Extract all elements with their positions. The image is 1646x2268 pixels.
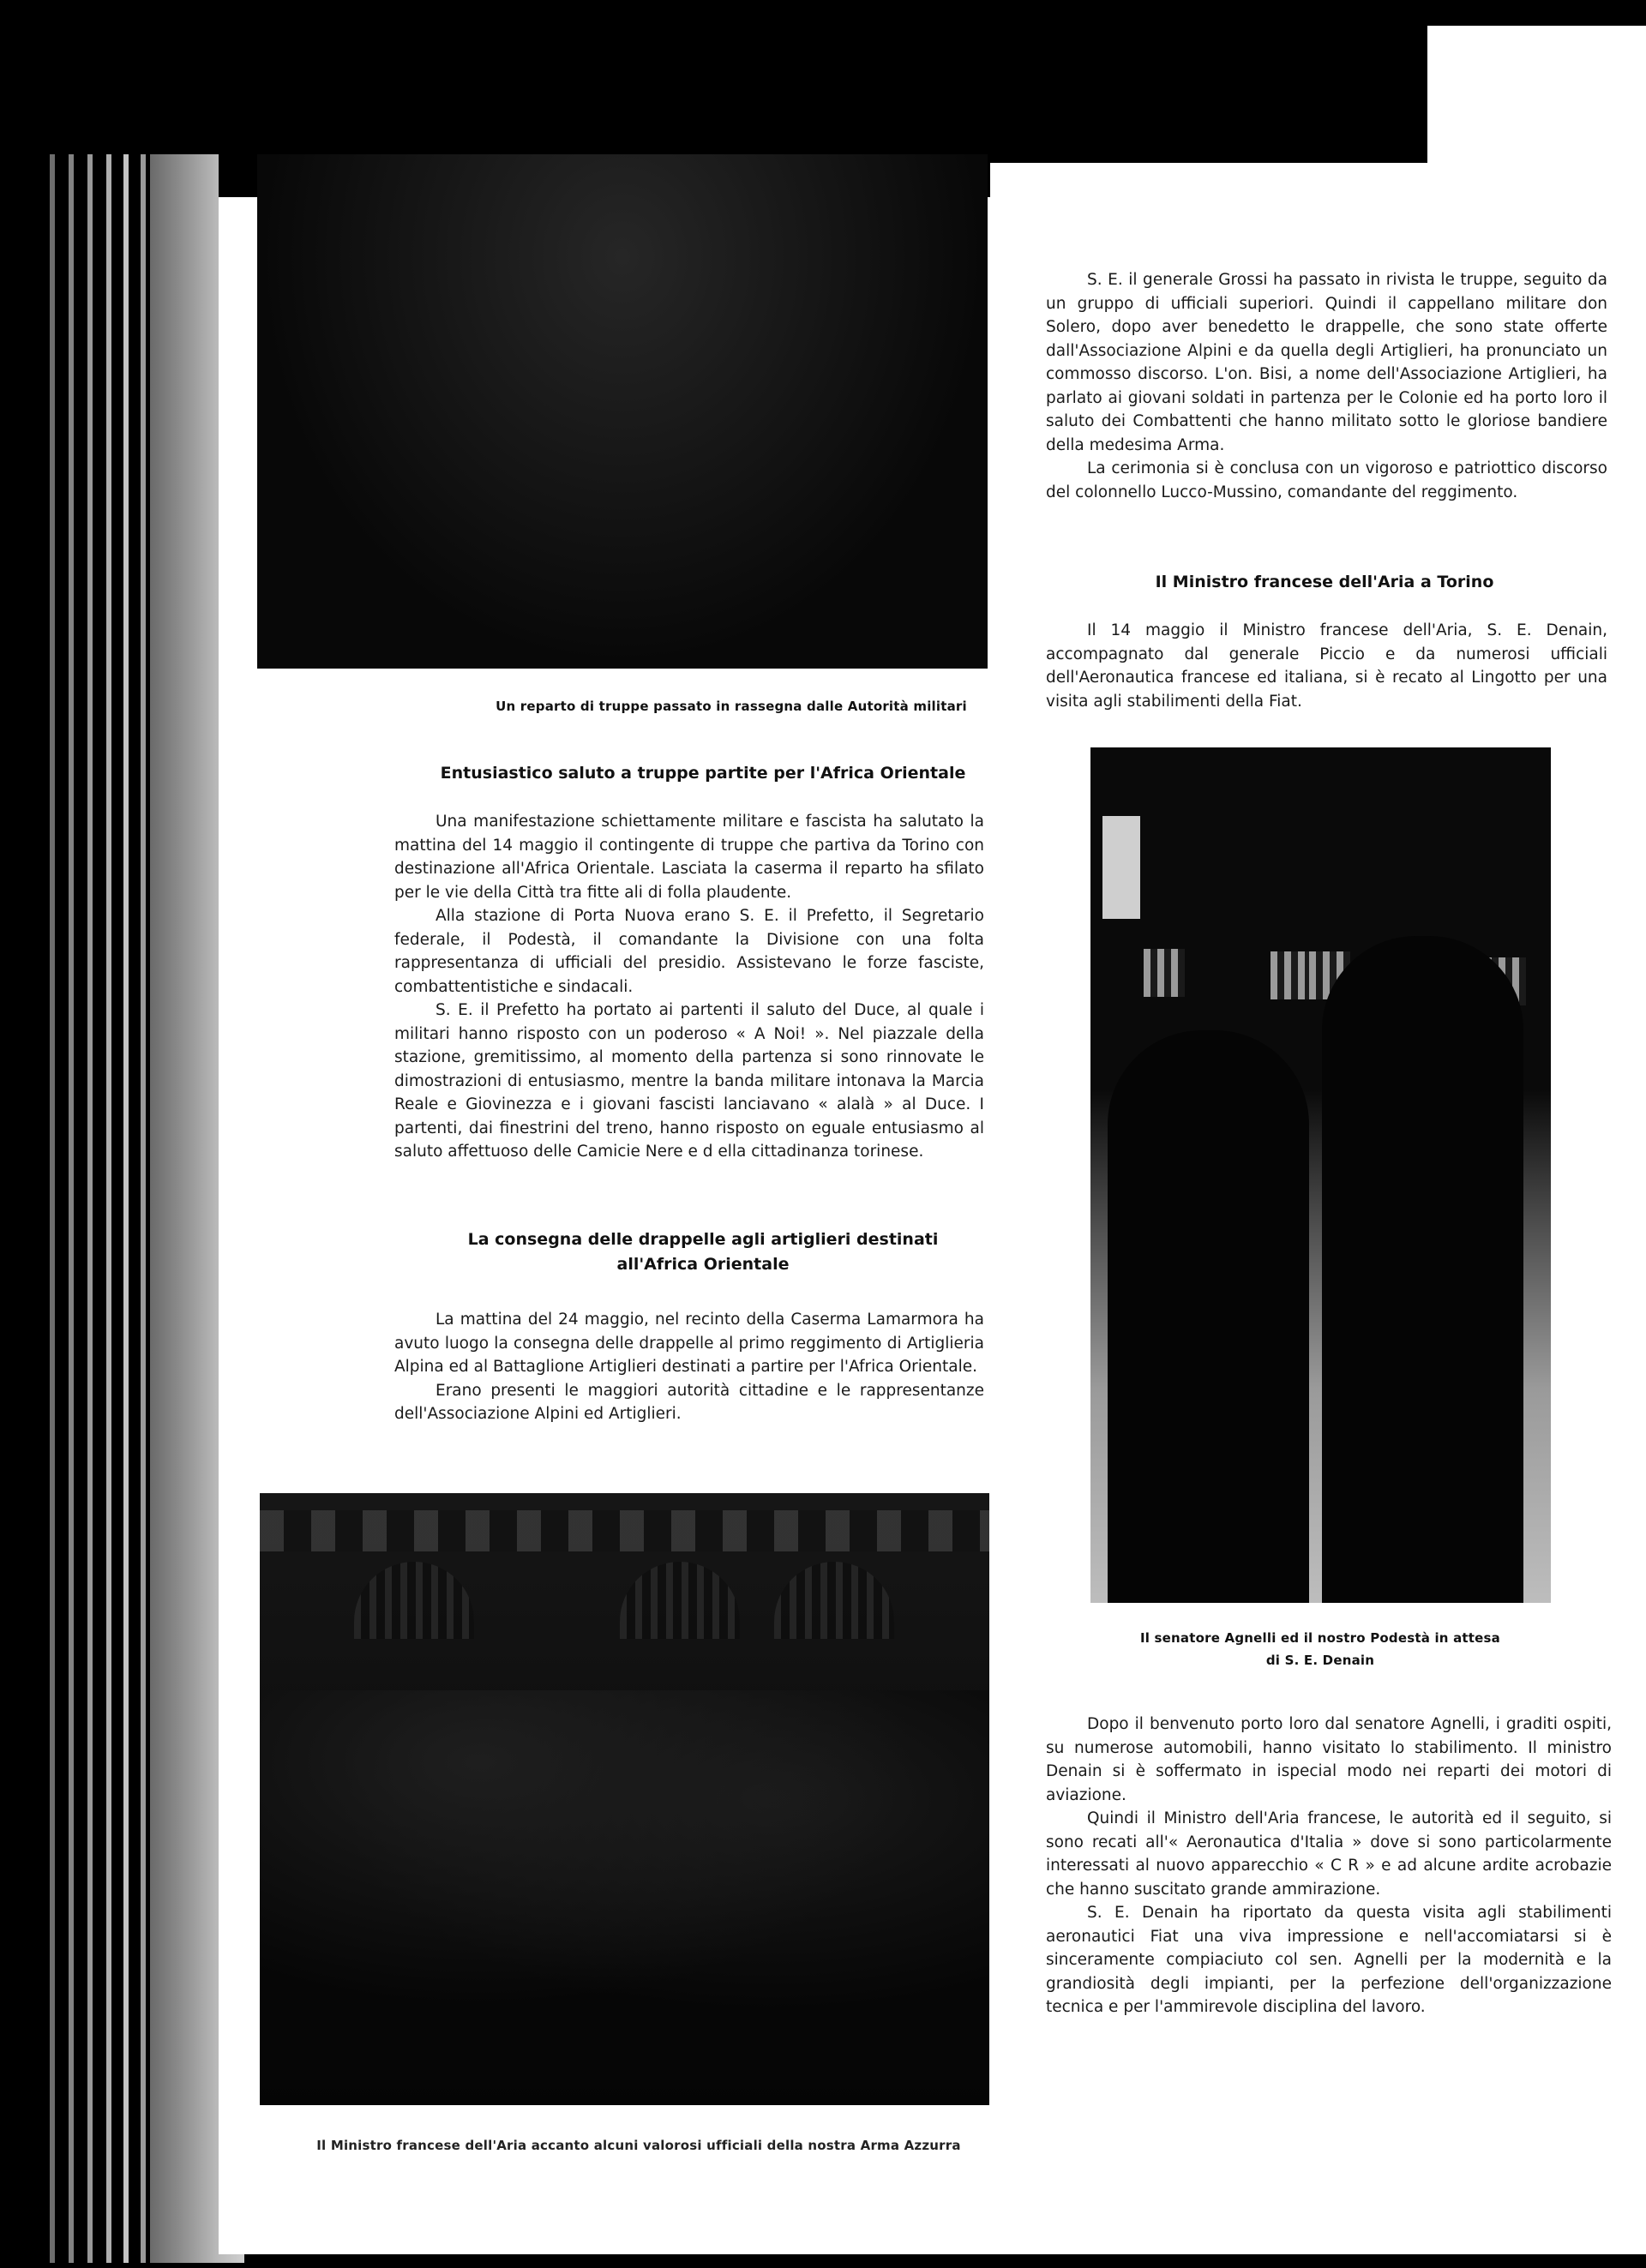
photo-doorway <box>1102 816 1140 919</box>
photo-window <box>1271 951 1312 999</box>
paragraph: S. E. Denain ha riportato da questa visita agli stabilimenti aeronautici Fiat una viva impressione e nell'accomiatarsi si è sinceramente compiaciuto col sen. Agnelli per la modernità e la grandiosità degli impianti, per la perfezione dell'organizzazione tecnica e per l'ammirevole disciplina del lavoro. <box>1046 1904 1612 2016</box>
grossi-article-text <box>1046 268 1607 504</box>
bottom-photo-caption: Il Ministro francese dell'Aria accanto alcuni valorosi ufficiali della nostra Arma Azzurra <box>316 2138 961 2153</box>
paragraph: Una manifestazione schiettamente militare e fascista ha salutato la mattina del 14 maggio il contingente di truppe che partiva da Torino con destinazione all'Africa Orientale. Lasciata la caserma il reparto ha sfilato per le vie della Città tra fitte ali di folla plaudente. <box>394 813 984 902</box>
fiat-visit-article-text <box>1046 1713 1612 2019</box>
africa-heading: Entusiastico saluto a truppe partite per l'Africa Orientale <box>440 764 966 783</box>
drappelle-heading <box>412 1227 994 1277</box>
photo-arch <box>620 1562 740 1639</box>
paragraph: Il 14 maggio il Ministro francese dell'Aria, S. E. Denain, accompagnato dal generale Piccio e da numerosi ufficiali dell'Aeronautica francese ed italiana, si è recato al Lingotto per una visita agli stabilimenti della Fiat. <box>1046 621 1607 711</box>
top-photo-caption: Un reparto di truppe passato in rassegna dalle Autorità militari <box>496 699 967 714</box>
right-photo-caption-line2: di S. E. Denain <box>1265 1653 1375 1668</box>
photo-figure-left <box>1108 1030 1309 1603</box>
photo-crowd <box>260 1690 989 2050</box>
troops-review-photo <box>257 154 988 669</box>
photo-figure-right <box>1322 936 1523 1603</box>
scan-white-patch <box>1427 26 1646 163</box>
ministro-article-text <box>1046 619 1607 713</box>
minister-officers-photo <box>260 1493 989 2105</box>
paragraph: Erano presenti le maggiori autorità cittadine e le rappresentanze dell'Associazione Alpini ed Artiglieri. <box>394 1381 984 1423</box>
paragraph: La mattina del 24 maggio, nel recinto della Caserma Lamarmora ha avuto luogo la consegna delle drappelle al primo reggimento di Artiglieria Alpina ed al Battaglione Artiglieri destinati a partire per l'Africa Orientale. <box>394 1311 984 1376</box>
agnelli-podesta-photo <box>1090 747 1551 1603</box>
paragraph: S. E. il Prefetto ha portato ai partenti il saluto del Duce, al quale i militari hanno risposto con un poderoso « A Noi! ». Nel piazzale della stazione, gremitissimo, al momento della partenza si sono rinnovate le dimostrazioni di entusiasmo, mentre la banda militare intonava la Marcia Reale e Giovinezza e i giovani fascisti lanciavano « alalà » al Duce. I partenti, dai finestrini del treno, hanno risposto on eguale entusiasmo al saluto affettuoso delle Camicie Nere e d ella cittadinanza torinese. <box>394 1001 984 1161</box>
paragraph: Alla stazione di Porta Nuova erano S. E. il Prefetto, il Segretario federale, il Podestà, il comandante la Divisione con una folta rappresentanza di ufficiali del presidio. Assistevano le forze fasciste, combattentistiche e sindacali. <box>394 907 984 996</box>
paragraph: S. E. il generale Grossi ha passato in rivista le truppe, seguito da un gruppo di ufficiali superiori. Quindi il cappellano militare don Solero, dopo aver benedetto le drappelle, che sono state offerte dall'Associazione Alpini e da quella degli Artiglieri, ha pronunciato un commosso discorso. L'on. Bisi, a nome dell'Associazione Artiglieri, ha parlato ai giovani soldati in partenza per le Colonie ed ha porto loro il saluto dei Combattenti che hanno militato sotto le gloriose bandiere della medesima Arma. <box>1046 271 1607 454</box>
drappelle-heading-line2: all'Africa Orientale <box>616 1255 790 1274</box>
paragraph: Quindi il Ministro dell'Aria francese, le autorità ed il seguito, si sono recati all'« Aeronautica d'Italia » dove si sono particolarmente interessati al nuovo apparecchio « C R » e ad alcune ardite acrobazie che hanno suscitato grande ammirazione. <box>1046 1809 1612 1899</box>
right-photo-caption <box>1114 1627 1526 1671</box>
stacked-page-edges <box>34 154 231 2263</box>
drappelle-heading-line1: La consegna delle drappelle agli artiglieri destinati <box>467 1230 939 1249</box>
photo-arch <box>354 1562 474 1639</box>
paragraph: La cerimonia si è conclusa con un vigoroso e patriottico discorso del colonnello Lucco-Mussino, comandante del reggimento. <box>1046 459 1607 501</box>
drappelle-article-text <box>394 1308 984 1426</box>
paragraph: Dopo il benvenuto porto loro dal senatore Agnelli, i graditi ospiti, su numerose automobili, hanno visitato lo stabilimento. Il ministro Denain si è soffermato in ispecial modo nei reparti dei motori di aviazione. <box>1046 1715 1612 1804</box>
ministro-heading: Il Ministro francese dell'Aria a Torino <box>1155 573 1494 591</box>
africa-article-text <box>394 810 984 1164</box>
photo-window <box>1144 949 1185 997</box>
photo-crowd-band <box>260 1510 989 1551</box>
right-photo-caption-line1: Il senatore Agnelli ed il nostro Podestà in attesa <box>1140 1630 1500 1646</box>
photo-arch <box>774 1562 894 1639</box>
